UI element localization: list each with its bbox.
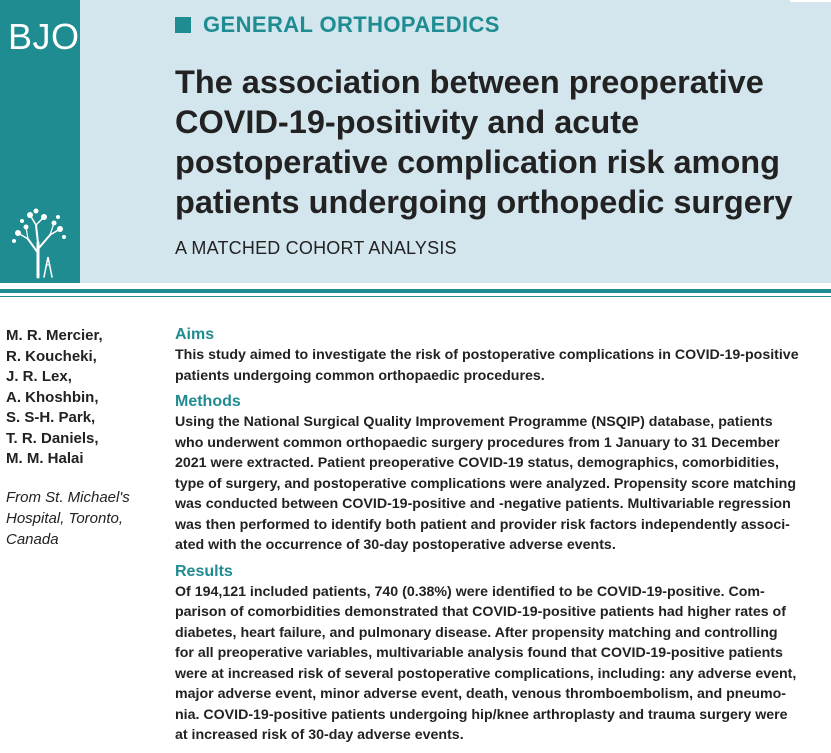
section-heading: [175, 12, 500, 38]
abstract: [175, 325, 826, 752]
results-line: parison of comorbidities demonstrated that COVID-19-positive patients had higher rates of: [175, 604, 786, 620]
methods-line: who underwent common orthopaedic surgery procedures from 1 January to 31 December: [175, 434, 780, 451]
title-line: The association between preoperative: [175, 64, 764, 100]
affiliation-line: Canada: [6, 531, 59, 548]
results-line: nia. COVID-19-positive patients undergoing hip/knee arthroplasty and trauma surgery were: [175, 706, 788, 723]
author: T. R. Daniels,: [6, 429, 99, 447]
journal-sidebar: [0, 0, 80, 283]
results-line: diabetes, heart failure, and pulmonary disease. After propensity matching and controlling: [175, 624, 778, 641]
methods-line: ated with the occurrence of 30-day postoperative adverse events.: [175, 537, 616, 553]
journal-logo: BJO: [8, 16, 80, 57]
results-line: were at increased risk of several postoperative complications, including: any adverse event,: [175, 665, 797, 682]
affiliation-line: From St. Michael's: [6, 489, 130, 506]
aims-heading: Aims: [175, 326, 215, 343]
affiliation-line: Hospital, Toronto,: [6, 510, 124, 527]
author: A. Khoshbin,: [6, 388, 99, 406]
methods-heading: Methods: [175, 393, 241, 410]
article-subtitle: A MATCHED COHORT ANALYSIS: [175, 238, 457, 258]
corner-rule: [790, 0, 831, 10]
divider-thin: [0, 296, 831, 297]
divider-thick: [0, 289, 831, 293]
article-title: [175, 62, 815, 222]
title-line: patients undergoing orthopedic surgery: [175, 184, 793, 220]
author-list: [6, 326, 156, 470]
title-line: COVID-19-positivity and acute: [175, 104, 640, 140]
author: M. R. Mercier,: [6, 327, 103, 344]
author: S. S-H. Park,: [6, 409, 96, 426]
aims-body: [175, 345, 826, 386]
results-body: [175, 582, 826, 746]
methods-line: was then performed to identify both patient and provider risk factors independently associ-: [175, 516, 790, 533]
results-line: major adverse event, minor adverse event, death, venous thromboembolism, and pneumo-: [175, 686, 787, 702]
affiliation: [6, 487, 156, 550]
author: R. Koucheki,: [6, 347, 97, 365]
methods-line: 2021 were extracted. Patient preoperative COVID-19 status, demographics, comorbidities,: [175, 455, 779, 471]
results-heading: Results: [175, 562, 233, 580]
methods-body: [175, 412, 826, 556]
title-line: postoperative complication risk among: [175, 144, 780, 180]
methods-line: Using the National Surgical Quality Improvement Programme (NSQIP) database, patients: [175, 414, 773, 430]
results-line: at increased risk of 30-day adverse events.: [175, 727, 464, 743]
section-square-icon: [175, 17, 191, 33]
aims-line: This study aimed to investigate the risk of postoperative complications in COVID-19-positive: [175, 347, 799, 363]
tree-logo-icon: [8, 203, 70, 279]
author: M. M. Halai: [6, 450, 84, 467]
author: J. R. Lex,: [6, 368, 72, 385]
results-line: for all preoperative variables, multivariable analysis found that COVID-19-positive patients: [175, 645, 783, 661]
methods-line: type of surgery, and postoperative complications were analyzed. Propensity score matching: [175, 475, 797, 492]
aims-line: patients undergoing common orthopaedic procedures.: [175, 367, 545, 384]
results-line: Of 194,121 included patients, 740 (0.38%) were identified to be COVID-19-positive. Com-: [175, 583, 765, 600]
methods-line: was conducted between COVID-19-positive and -negative patients. Multivariable regression: [175, 496, 791, 512]
section-label: GENERAL ORTHOPAEDICS: [203, 12, 500, 37]
